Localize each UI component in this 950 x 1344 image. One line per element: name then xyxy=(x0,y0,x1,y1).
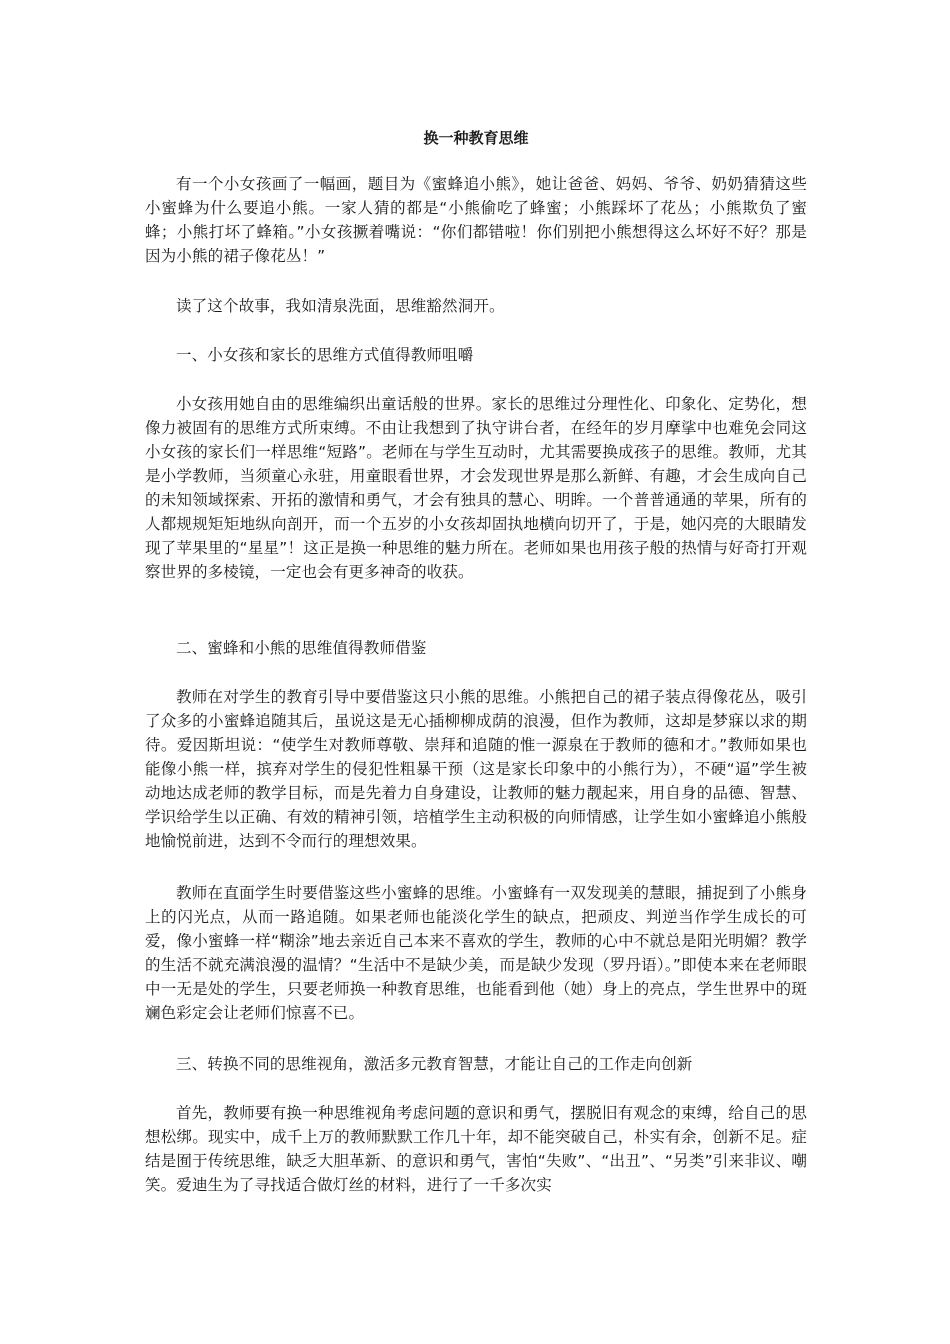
paragraph-section-1: 小女孩用她自由的思维编织出童话般的世界。家长的思维过分理性化、印象化、定势化，想像力被固有的思维方式所束缚。不由让我想到了执守讲台者，在经年的岁月摩挲中也难免会同这小女孩的家长们一样思维“短路”。老师在与学生互动时，尤其需要换成孩子的思维。教师，尤其是小学教师，当须童心永驻，用童眼看世界，才会发现世界是那么新鲜、有趣，才会生成向自己的未知领域探索、开拓的激情和勇气，才会有独具的慧心、明眸。一个普普通通的苹果，所有的人都规规矩矩地纵向剖开，而一个五岁的小女孩却固执地横向切开了，于是，她闪亮的大眼睛发现了苹果里的“星星”！这正是换一种思维的魅力所在。老师如果也用孩子般的热情与好奇打开观察世界的多棱镜，一定也会有更多神奇的收获。 xyxy=(145,395,807,581)
paragraph-story: 有一个小女孩画了一幅画，题目为《蜜蜂追小熊》，她让爸爸、妈妈、爷爷、奶奶猜猜这些小蜜蜂为什么要追小熊。一家人猜的都是“小熊偷吃了蜂蜜；小熊踩坏了花丛；小熊欺负了蜜蜂；小熊打坏了蜂箱。”小女孩撅着嘴说：“你们都错啦！你们别把小熊想得这么坏好不好？那是因为小熊的裙子像花丛！” xyxy=(145,175,807,265)
paragraph-reflection: 读了这个故事，我如清泉洗面，思维豁然洞开。 xyxy=(176,297,505,315)
paragraph-section-3: 首先，教师要有换一种思维视角考虑问题的意识和勇气，摆脱旧有观念的束缚，给自己的思想松绑。现实中，成千上万的教师默默工作几十年，却不能突破自己，朴实有余，创新不足。症结是囿于传统思维，缺乏大胆革新、的意识和勇气，害怕“失败”、“出丑”、“另类”引来非议、嘲笑。爱迪生为了寻找适合做灯丝的材料，进行了一千多次实 xyxy=(145,1104,807,1194)
section-heading-3: 三、转换不同的思维视角，激活多元教育智慧，才能让自己的工作走向创新 xyxy=(176,1055,693,1073)
section-heading-2: 二、蜜蜂和小熊的思维值得教师借鉴 xyxy=(176,639,427,657)
section-heading-1: 一、小女孩和家长的思维方式值得教师咀嚼 xyxy=(176,346,474,364)
document-title: 换一种教育思维 xyxy=(423,129,529,147)
paragraph-section-2a: 教师在对学生的教育引导中要借鉴这只小熊的思维。小熊把自己的裙子装点得像花丛，吸引了众多的小蜜蜂追随其后，虽说这是无心插柳柳成荫的浪漫，但作为教师，这却是梦寐以求的期待。爱因斯坦说：“使学生对教师尊敬、崇拜和追随的惟一源泉在于教师的德和才。”教师如果也能像小熊一样，摈弃对学生的侵犯性粗暴干预（这是家长印象中的小熊行为），不硬“逼”学生被动地达成老师的教学目标，而是先着力自身建设，让教师的魅力靓起来，用自身的品德、智慧、学识给学生以正确、有效的精神引领，培植学生主动积极的向师情感，让学生如小蜜蜂追小熊般地愉悦前进，达到不令而行的理想效果。 xyxy=(145,688,807,850)
paragraph-section-2b: 教师在直面学生时要借鉴这些小蜜蜂的思维。小蜜蜂有一双发现美的慧眼，捕捉到了小熊身上的闪光点，从而一路追随。如果老师也能淡化学生的缺点，把顽皮、判逆当作学生成长的可爱，像小蜜蜂一样“糊涂”地去亲近自己本来不喜欢的学生，教师的心中不就总是阳光明媚？教学的生活不就充满浪漫的温情？“生活中不是缺少美，而是缺少发现（罗丹语）。”即使本来在老师眼中一无是处的学生，只要老师换一种教育思维，也能看到他（她）身上的亮点，学生世界中的斑斓色彩定会让老师们惊喜不已。 xyxy=(145,884,807,1022)
